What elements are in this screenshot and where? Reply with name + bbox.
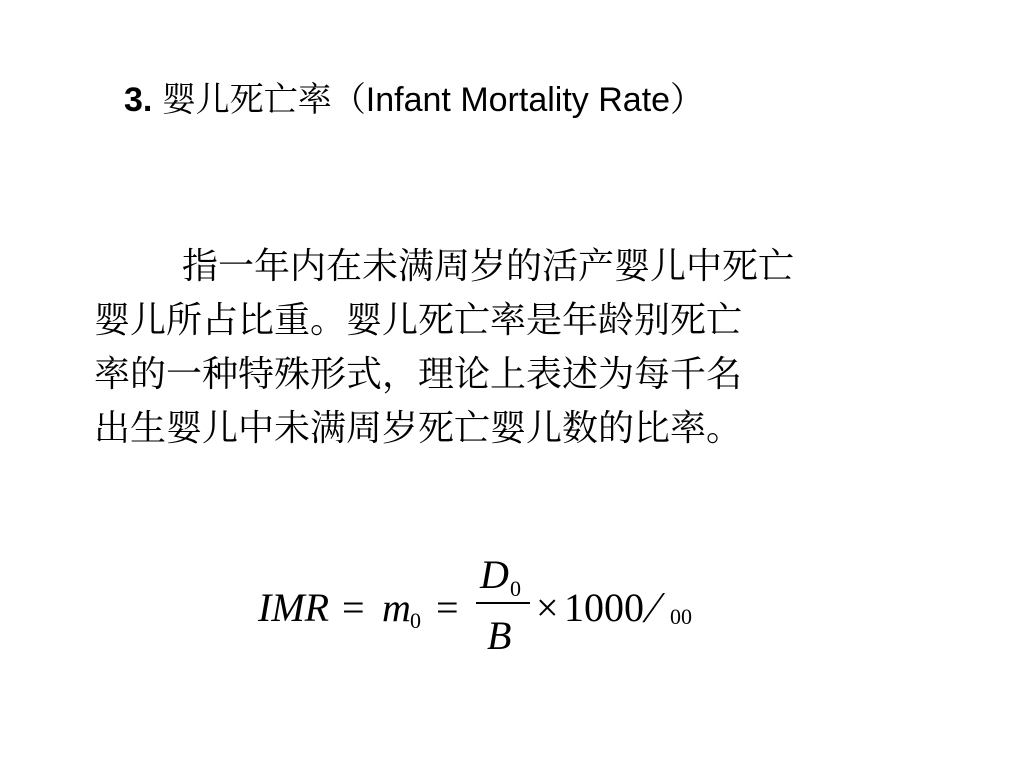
paragraph-line: 出生婴儿中未满周岁死亡婴儿数的比率。 bbox=[94, 408, 743, 449]
formula-lhs: IMR bbox=[258, 585, 330, 630]
formula-numerator: D bbox=[480, 552, 509, 597]
formula-m-subscript: 0 bbox=[410, 608, 421, 633]
definition-paragraph bbox=[94, 240, 954, 456]
paragraph-line: 率的一种特殊形式，理论上表述为每千名 bbox=[94, 354, 743, 395]
formula-m: m bbox=[382, 585, 411, 630]
formula-equals-1: = bbox=[342, 585, 365, 630]
fraction-bar bbox=[476, 602, 530, 604]
imr-formula bbox=[258, 550, 718, 660]
paragraph-line: 婴儿所占比重。婴儿死亡率是年龄别死亡 bbox=[94, 300, 743, 341]
title-number: 3. bbox=[124, 81, 153, 119]
title-english: （Infant Mortality Rate） bbox=[331, 81, 705, 119]
formula-denominator: B bbox=[487, 613, 512, 658]
title-chinese: 婴儿死亡率 bbox=[161, 81, 332, 119]
slide-title bbox=[124, 74, 704, 126]
formula-constant: 1000 bbox=[564, 585, 644, 630]
formula-permille-slash: ⁄ bbox=[650, 583, 658, 632]
paragraph-line: 指一年内在未满周岁的活产婴儿中死亡 bbox=[182, 246, 795, 287]
formula-equals-2: = bbox=[436, 585, 459, 630]
formula-permille-zeros: 00 bbox=[670, 604, 692, 629]
formula-numerator-subscript: 0 bbox=[510, 576, 521, 601]
formula-times: × bbox=[536, 585, 559, 630]
